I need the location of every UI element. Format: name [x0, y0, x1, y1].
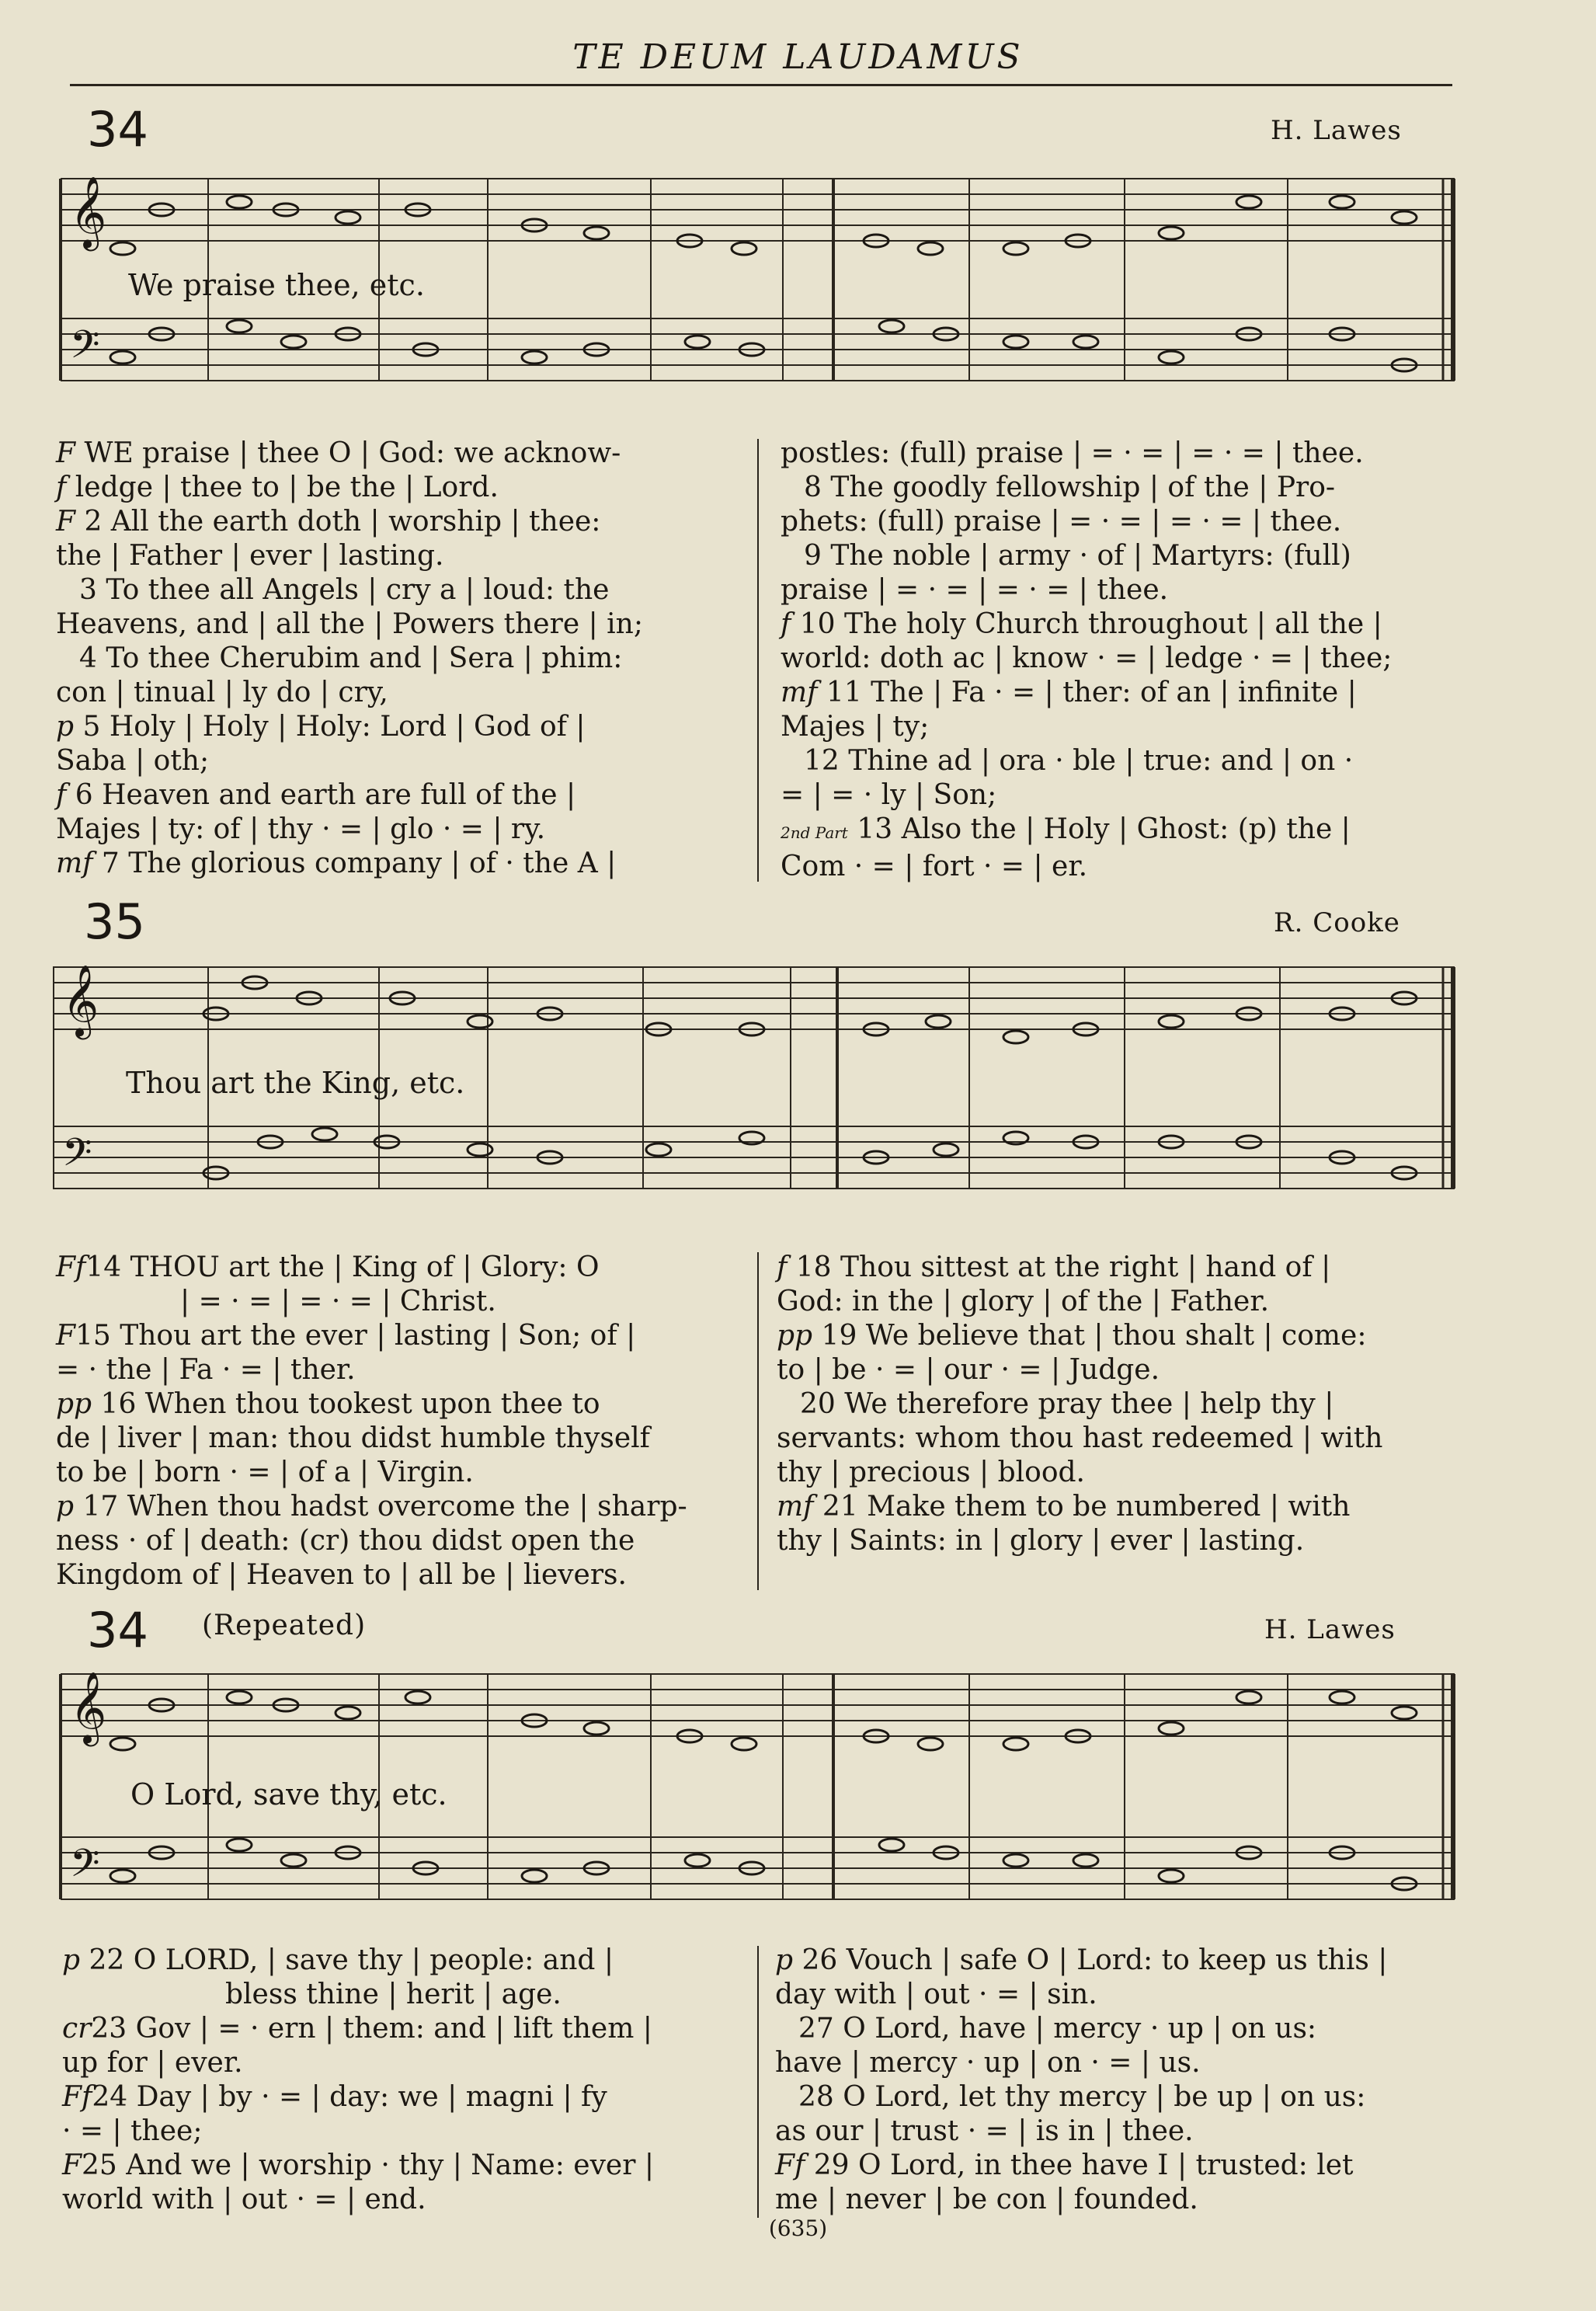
- verse-line: p 26 Vouch | safe O | Lord: to keep us this |: [775, 1944, 1388, 1976]
- verse-line: F25 And we | worship · thy | Name: ever |: [62, 2149, 654, 2181]
- verse-line: to be | born · = | of a | Virgin.: [56, 1457, 474, 1488]
- verse-line: 20 We therefore pray thee | help thy |: [800, 1388, 1334, 1420]
- verse-line: f 10 The holy Church throughout | all the |: [781, 608, 1382, 640]
- verse-line: cr23 Gov | = · ern | them: and | lift them |: [62, 2013, 652, 2045]
- verses-block-2-left: [56, 1251, 755, 1592]
- verse-line: | = · = | = · = | Christ.: [180, 1286, 496, 1317]
- composer: H. Lawes: [1264, 1614, 1396, 1645]
- verse-line: 12 Thine ad | ora · ble | true: and | on ·: [804, 745, 1354, 777]
- verse-line: day with | out · = | sin.: [775, 1979, 1097, 2010]
- column-divider: [757, 1252, 759, 1590]
- verse-line: con | tinual | ly do | cry,: [56, 677, 388, 708]
- verse-line: Majes | ty;: [781, 711, 930, 743]
- svg-text:𝄞: 𝄞: [70, 176, 107, 248]
- verse-line: bless thine | herit | age.: [225, 1979, 562, 2010]
- svg-text:𝄞: 𝄞: [70, 1671, 107, 1743]
- verse-line: 8 The goodly fellowship | of the | Pro-: [804, 472, 1336, 503]
- verse-line: thy | Saints: in | glory | ever | lasting.: [777, 1525, 1305, 1557]
- verse-line: f ledge | thee to | be the | Lord.: [56, 472, 499, 503]
- verses-block-2-right: [777, 1251, 1460, 1558]
- repeat-note: (Repeated): [202, 1610, 367, 1641]
- verse-line: pp 19 We believe that | thou shalt | come:: [777, 1320, 1367, 1352]
- verse-line: p 22 O LORD, | save thy | people: and |: [62, 1944, 614, 1976]
- verse-line: to | be · = | our · = | Judge.: [777, 1354, 1160, 1386]
- verse-line: mf 11 The | Fa · = | ther: of an | infinite |: [781, 677, 1357, 708]
- verse-line: Com · = | fort · = | er.: [781, 851, 1088, 882]
- verses-block-1-left: [56, 437, 755, 881]
- verse-line: 28 O Lord, let thy mercy | be up | on us:: [798, 2081, 1366, 2113]
- verse-line: p 17 When thou hadst overcome the | sharp-: [56, 1491, 687, 1523]
- verse-line: Ff14 THOU art the | King of | Glory: O: [56, 1251, 600, 1283]
- verse-line: · = | thee;: [62, 2115, 203, 2147]
- verse-line: ness · of | death: (cr) thou didst open the: [56, 1525, 635, 1557]
- verse-line: phets: (full) praise | = · = | = · = | thee.: [781, 506, 1342, 538]
- verse-line: F WE praise | thee O | God: we acknow-: [56, 437, 621, 469]
- verse-line: = | = · ly | Son;: [781, 779, 997, 811]
- verse-line: = · the | Fa · = | ther.: [56, 1354, 356, 1386]
- verse-line: Ff24 Day | by · = | day: we | magni | fy: [62, 2081, 607, 2113]
- column-divider: [757, 1946, 759, 2218]
- underlay-text: O Lord, save thy, etc.: [130, 1777, 447, 1812]
- svg-text:𝄞: 𝄞: [62, 964, 99, 1036]
- verse-line: Ff 29 O Lord, in thee have I | trusted: let: [775, 2149, 1354, 2181]
- verse-line: f 6 Heaven and earth are full of the |: [56, 779, 576, 811]
- verses-block-3-right: [775, 1944, 1459, 2217]
- header-rule: [70, 84, 1452, 86]
- verse-line: Kingdom of | Heaven to | all be | lievers.: [56, 1559, 627, 1591]
- verse-line: 2nd Part 13 Also the | Holy | Ghost: (p) the |: [781, 813, 1351, 845]
- verse-line: world with | out · = | end.: [62, 2184, 426, 2215]
- verse-line: p 5 Holy | Holy | Holy: Lord | God of |: [56, 711, 586, 743]
- page-header: TE DEUM LAUDAMUS: [572, 37, 1024, 77]
- svg-text:𝄢: 𝄢: [70, 322, 100, 377]
- verse-line: pp 16 When thou tookest upon thee to: [56, 1388, 600, 1420]
- composer: R. Cooke: [1274, 907, 1400, 938]
- verse-line: have | mercy · up | on · = | us.: [775, 2047, 1201, 2079]
- verse-line: up for | ever.: [62, 2047, 243, 2079]
- verse-line: de | liver | man: thou didst humble thyself: [56, 1422, 650, 1454]
- verse-line: Majes | ty: of | thy · = | glo · = | ry.: [56, 813, 546, 845]
- verse-line: the | Father | ever | lasting.: [56, 540, 444, 572]
- verse-line: 9 The noble | army · of | Martyrs: (full): [804, 540, 1351, 572]
- verse-line: mf 7 The glorious company | of · the A |: [56, 847, 617, 879]
- composer: H. Lawes: [1271, 115, 1402, 146]
- verse-line: me | never | be con | founded.: [775, 2184, 1198, 2215]
- verse-line: 27 O Lord, have | mercy · up | on us:: [798, 2013, 1317, 2045]
- verse-line: Heavens, and | all the | Powers there | in;: [56, 608, 643, 640]
- verse-line: God: in the | glory | of the | Father.: [777, 1286, 1270, 1317]
- verse-line: F15 Thou art the ever | lasting | Son; of |: [56, 1320, 636, 1352]
- verse-line: postles: (full) praise | = · = | = · = | thee.: [781, 437, 1364, 469]
- verse-line: servants: whom thou hast redeemed | with: [777, 1422, 1383, 1454]
- verse-line: Saba | oth;: [56, 745, 210, 777]
- chant-number: 34: [87, 1602, 148, 1658]
- verse-line: 4 To thee Cherubim and | Sera | phim:: [79, 642, 623, 674]
- verse-line: 3 To thee all Angels | cry a | loud: the: [79, 574, 610, 606]
- underlay-text: Thou art the King, etc.: [126, 1066, 465, 1100]
- svg-text:𝄢: 𝄢: [70, 1841, 100, 1895]
- verse-line: mf 21 Make them to be numbered | with: [777, 1491, 1351, 1523]
- verses-block-1-right: [781, 437, 1464, 884]
- column-divider: [757, 439, 759, 882]
- verse-line: as our | trust · = | is in | thee.: [775, 2115, 1194, 2147]
- verse-line: thy | precious | blood.: [777, 1457, 1085, 1488]
- verse-line: world: doth ac | know · = | ledge · = | thee;: [781, 642, 1393, 674]
- chant-number: 35: [84, 893, 145, 950]
- verse-line: F 2 All the earth doth | worship | thee:: [56, 506, 601, 538]
- svg-text:𝄢: 𝄢: [62, 1130, 92, 1185]
- chant-number: 34: [87, 101, 148, 158]
- verses-block-3-left: [62, 1944, 753, 2217]
- verse-line: praise | = · = | = · = | thee.: [781, 574, 1169, 606]
- page-number: (635): [768, 2215, 828, 2241]
- underlay-text: We praise thee, etc.: [128, 268, 425, 302]
- dynamic: F: [56, 437, 75, 469]
- verse-line: f 18 Thou sittest at the right | hand of |: [777, 1251, 1331, 1283]
